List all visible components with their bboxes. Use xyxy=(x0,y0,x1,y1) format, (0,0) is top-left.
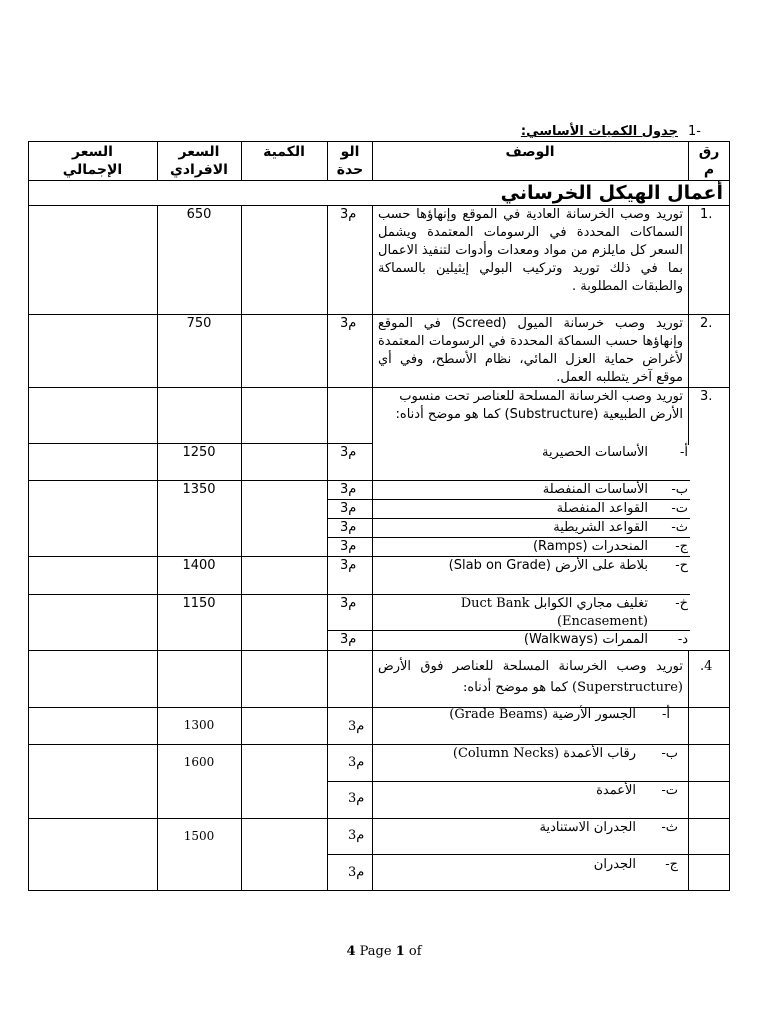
item-unit: م3 xyxy=(348,791,365,806)
item-description: توريد وصب الخرسانة المسلحة للعناصر تحت منسوب الأرض الطبيعية (Substructure) كما هو موضح أدناه: xyxy=(395,389,683,422)
item-unit-price: 750 xyxy=(186,316,212,331)
item-unit: م3 xyxy=(340,482,357,497)
subitem-description: الأساسات الحصيرية xyxy=(541,445,648,460)
item-number: 2. xyxy=(700,316,713,331)
subitem-letter: ث- xyxy=(671,520,688,535)
item-unit-price: 1300 xyxy=(183,718,215,732)
subitem-description: المنحدرات (Ramps) xyxy=(532,539,648,554)
item-description: توريد وصب الخرسانة العادية في الموقع وإنهاؤها حسب السماكات المحددة في الرسومات المعتمدة ويشمل السعر كل مايلزم من مواد ومعدات وأدوات لتنفيذ الاعمال بما في ذلك توريد وتركيب البولي إيثيلين بالسماكة والطبقات المطلوبة . xyxy=(378,207,683,294)
subitem-description: القواعد الشريطية xyxy=(553,520,648,535)
item-unit: م3 xyxy=(348,865,365,880)
header-description: الوصف xyxy=(505,144,555,160)
subitem-letter: ت- xyxy=(671,501,688,516)
header-unit: الو حدة xyxy=(336,144,364,178)
page-current: 1 xyxy=(395,944,405,959)
item-unit: م3 xyxy=(340,501,357,516)
item-unit-price: 1150 xyxy=(182,596,216,611)
header-total-price: السعر الإجمالي xyxy=(62,144,123,178)
subitem-description: الأساسات المنفصلة xyxy=(542,482,648,497)
item-unit-price: 1250 xyxy=(182,445,216,460)
subitem-letter: د- xyxy=(677,632,688,647)
item-number: 3. xyxy=(700,389,713,404)
item-unit: م3 xyxy=(348,719,365,734)
item-description: توريد وصب الخرسانة المسلحة للعناصر فوق الأرض (Superstructure) كما هو موضح أدناه: xyxy=(378,659,683,695)
subitem-letter: أ- xyxy=(661,707,670,722)
item-unit: م3 xyxy=(340,316,357,331)
item-unit-price: 650 xyxy=(186,207,212,222)
item-unit-price: 1400 xyxy=(182,558,216,573)
item-unit: م3 xyxy=(340,445,357,460)
item-unit: م3 xyxy=(340,520,357,535)
item-unit: م3 xyxy=(340,632,357,647)
subitem-letter: ب- xyxy=(671,482,688,497)
section-number: -1 xyxy=(688,124,701,139)
page-of: of xyxy=(408,944,422,959)
item-description: توريد وصب خرسانة الميول (Screed) في الموقع وإنهاؤها حسب السماكة المحددة في الرسومات المعتمدة لأغراض حماية العزل المائي، نظام الأسطح، وفي أي موقع آخر يتطلبه العمل. xyxy=(378,316,684,385)
item-unit: م3 xyxy=(340,596,357,611)
item-unit: م3 xyxy=(340,207,357,222)
page-total: 4 xyxy=(346,944,356,959)
subitem-letter: ب- xyxy=(661,746,678,761)
item-unit-price: 1600 xyxy=(183,755,215,769)
page-label: Page xyxy=(359,944,392,959)
subitem-description: القواعد المنفصلة xyxy=(556,501,648,516)
subitem-letter: ج- xyxy=(665,857,678,872)
item-unit: م3 xyxy=(348,828,365,843)
subitem-description: الجدران الاستنادية xyxy=(539,820,636,835)
subitem-letter: ح- xyxy=(675,558,688,573)
subitem-letter: ث- xyxy=(661,820,678,835)
item-unit: م3 xyxy=(340,539,357,554)
subitem-description: تغليف مجاري الكوابل Duct Bank (Encasement) xyxy=(460,596,648,629)
header-unit-price: السعر الافرادي xyxy=(170,144,228,178)
subitem-description: الجدران xyxy=(593,857,636,872)
subitem-letter: خ- xyxy=(675,596,688,611)
section-title: جدول الكميات الأساسي: xyxy=(520,124,678,139)
subitem-letter: ت- xyxy=(661,783,678,798)
subitem-description: الأعمدة xyxy=(596,783,636,798)
page-footer xyxy=(0,943,768,961)
item-number: 1. xyxy=(700,207,713,222)
subitem-letter: أ- xyxy=(679,445,688,460)
item-unit-price: 1350 xyxy=(182,482,216,497)
item-unit: م3 xyxy=(348,755,365,770)
subitem-description: رقاب الأعمدة (Column Necks) xyxy=(452,746,636,761)
subitem-letter: ج- xyxy=(675,539,688,554)
header-quantity: الكمية xyxy=(263,144,305,160)
header-item-no: رق م xyxy=(698,144,720,178)
item-number: .4 xyxy=(700,659,713,674)
item-unit: م3 xyxy=(340,558,357,573)
concrete-works-heading: أعمال الهيكل الخرساني xyxy=(500,182,723,204)
item-unit-price: 1500 xyxy=(183,829,215,843)
subitem-description: الجسور الأرضية (Grade Beams) xyxy=(449,707,636,722)
subitem-description: الممرات (Walkways) xyxy=(523,632,648,647)
subitem-description: بلاطة على الأرض (Slab on Grade) xyxy=(448,558,648,573)
